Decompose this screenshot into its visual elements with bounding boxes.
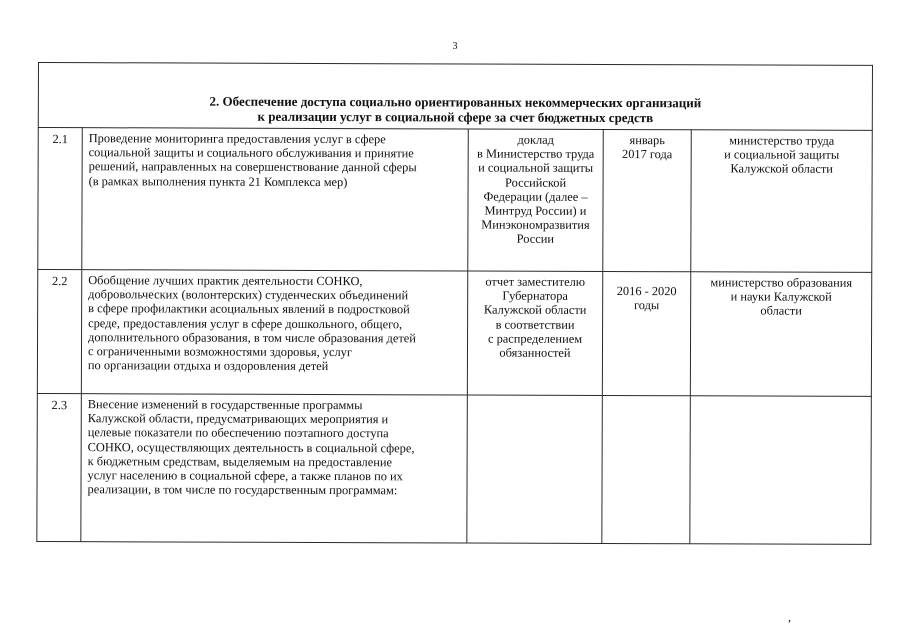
executor-line: и социальной защиты <box>724 147 840 163</box>
measure-description <box>81 270 467 395</box>
result-form <box>468 129 603 271</box>
result-line: в соответствии <box>495 317 575 332</box>
result-line: России <box>516 232 555 247</box>
executor-line: министерство труда <box>729 133 835 148</box>
measure-description <box>81 394 468 543</box>
result-line: и социальной защиты <box>478 160 594 176</box>
row-number: 2.2 <box>37 270 81 394</box>
page-number: 3 <box>452 41 458 52</box>
desc-line: решений, направленных на совершенствование данной сферы <box>88 159 417 175</box>
result-line: с распределением <box>487 331 583 346</box>
executor-line: министерство образования <box>710 275 853 290</box>
measure-description <box>82 128 468 271</box>
result-line: Калужской области <box>483 302 587 318</box>
row-number: 2.1 <box>38 128 82 270</box>
desc-line: целевые показатели по обеспечению поэтапного доступа <box>87 425 389 441</box>
deadline <box>603 129 691 271</box>
desc-line: услуг населению в социальной сфере, а также планов по их <box>87 468 403 484</box>
row-number: 2.3 <box>37 393 82 541</box>
desc-line: по организации отдыха и оздоровления детей <box>87 358 329 374</box>
deadline <box>602 395 691 543</box>
table-row <box>37 393 872 544</box>
table-row <box>38 128 873 273</box>
deadline-line: январь <box>629 133 665 148</box>
result-line: отчет заместителю <box>485 274 586 289</box>
footer-mark: , <box>788 610 791 624</box>
desc-line: в сфере профилактики асоциальных явлений в подростковой <box>88 301 410 317</box>
section-title-line-2: к реализации услуг в социальной сфере за счет бюджетных средств <box>257 108 654 126</box>
desc-line: с ограниченными возможностями здоровья, услуг <box>87 344 352 360</box>
action-plan-table <box>36 62 873 545</box>
deadline <box>602 271 690 395</box>
result-line: в Министерство труда <box>477 146 595 162</box>
deadline-line: годы <box>634 298 660 313</box>
result-line: Минтруд России) и <box>484 203 587 218</box>
desc-line: Проведение мониторинга предоставления услуг в сфере <box>88 131 386 147</box>
result-line: Минэкономразвития <box>481 217 590 233</box>
deadline-line: 2016 - 2020 <box>616 284 677 299</box>
desc-line: реализации, в том числе по государственным программам: <box>87 482 398 498</box>
result-form <box>467 395 603 543</box>
desc-line: СОНКО, осуществляющих деятельность в социальной сфере, <box>87 439 415 455</box>
result-form <box>467 271 602 395</box>
executor-line: и науки Калужской <box>730 289 832 304</box>
responsible-executor <box>690 272 871 397</box>
section-header <box>38 63 872 131</box>
desc-line: дополнительного образования, в том числе образования детей <box>88 329 416 346</box>
responsible-executor <box>691 130 873 273</box>
desc-line: Калужской области, предусматривающих мероприятия и <box>87 411 389 427</box>
executor-line: Калужской области <box>730 161 833 177</box>
table-row <box>37 270 871 397</box>
deadline-line: 2017 года <box>622 147 673 162</box>
desc-line: к бюджетным средствам, выделяемым на предоставление <box>87 453 393 470</box>
result-line: доклад <box>517 132 555 147</box>
desc-line: среде, предоставления услуг в сфере дошкольного, общего, <box>88 315 403 331</box>
result-line: Российской <box>505 175 567 190</box>
desc-line: Обобщение лучших практик деятельности СОНКО, <box>88 273 363 289</box>
responsible-executor <box>690 396 872 545</box>
result-line: Губернатора <box>502 288 568 304</box>
desc-line: (в рамках выполнения пункта 21 Комплекса мер) <box>88 173 348 189</box>
desc-line: добровольческих (волонтерских) студенческих объединений <box>88 287 409 303</box>
result-line: обязанностей <box>499 345 571 360</box>
executor-line: области <box>760 303 802 319</box>
section-title-line-1: 2. Обеспечение доступа социально ориентированных некоммерческих организаций <box>209 93 702 111</box>
desc-line: Внесение изменений в государственные программы <box>87 397 363 413</box>
result-line: Федерации (далее – <box>483 189 588 204</box>
desc-line: социальной защиты и социального обслуживания и принятие <box>88 145 414 161</box>
